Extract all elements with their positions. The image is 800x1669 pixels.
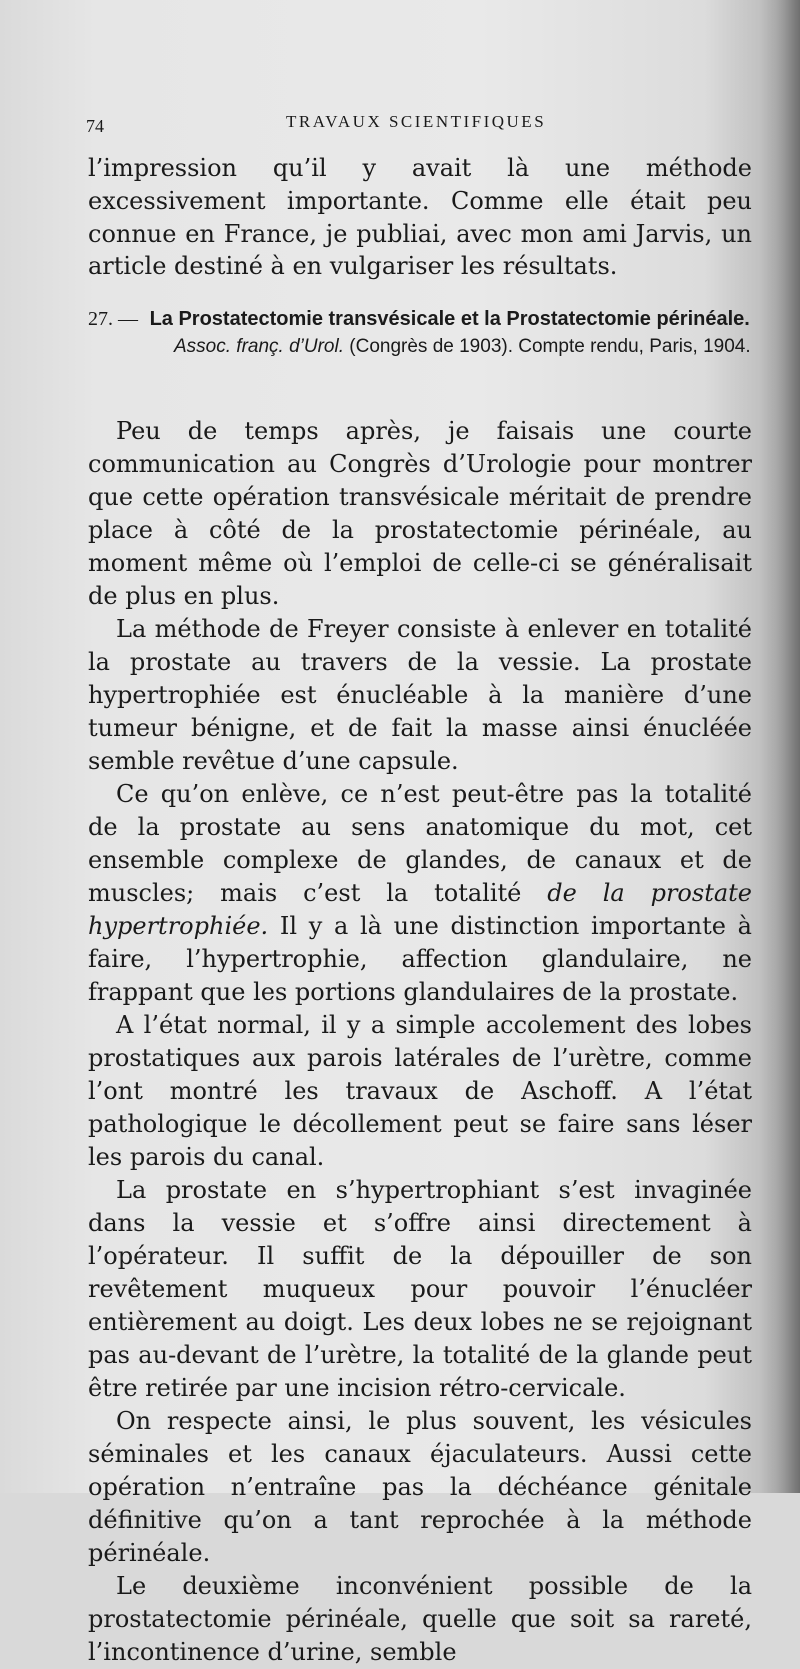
paragraph-1: Peu de temps après, je faisais une courte communication au Congrès d’Urologie pour montrer que cette opération transvésicale méritait de prendre place à côté de la prostatectomie périnéale, au moment même où l’emploi de celle-ci se généralisait de plus en plus.: [88, 417, 752, 610]
main-text: [88, 415, 752, 1669]
paragraph-3: [88, 778, 752, 1009]
reference-number: 27. —: [88, 308, 138, 330]
paragraph-5: La prostate en s’hypertrophiant s’est invaginée dans la vessie et s’offre ainsi directement à l’opérateur. Il suffit de la dépouiller de son revêtement muqueux pour pouvoir l’énucléer entièrement au doigt. Les deux lobes ne se rejoignant pas au-devant de l’urètre, la totalité de la glande peut être retirée par une incision rétro-cervicale.: [88, 1176, 752, 1402]
binding-shadow: [760, 0, 800, 1493]
reference-title-line: [88, 305, 752, 333]
paragraph-3-start: Ce qu’on enlève, ce n’est peut-être pas la totalité de la prostate au sens anatomique du mot, cet ensemble complexe de glandes, de canaux et de muscles; mais c’est la totalité: [88, 780, 752, 907]
intro-paragraph: [88, 152, 752, 283]
paragraph-3-end: Il y a là une distinction importante à faire, l’hypertrophie, affection glandulaire, ne frappant que les portions glandulaires de la prostate.: [88, 912, 752, 1006]
reference-details-line: [88, 333, 752, 361]
paragraph-2: La méthode de Freyer consiste à enlever en totalité la prostate au travers de la vessie. La prostate hypertrophiée est énucléable à la manière d’une tumeur bénigne, et de fait la masse ainsi énucléée semble revêtue d’une capsule.: [88, 615, 752, 775]
reference-title: La Prostatectomie transvésicale et la Prostatectomie périnéale.: [149, 308, 750, 330]
page-header: [86, 112, 726, 140]
paragraph-6: On respecte ainsi, le plus souvent, les vésicules séminales et les canaux éjaculateurs. Aussi cette opération n’entraîne pas la déchéance génitale définitive qu’on a tant reprochée à la méthode périnéale.: [88, 1407, 752, 1567]
paragraph-3-italic: de la prostate hypertrophiée.: [88, 879, 752, 940]
page-number: 74: [86, 116, 104, 136]
bibliographic-reference: [88, 305, 752, 361]
reference-journal: Assoc. franç. d’Urol.: [174, 336, 344, 357]
reference-details: (Congrès de 1903). Compte rendu, Paris, 1904.: [349, 336, 751, 357]
paragraph-4: A l’état normal, il y a simple accolement des lobes prostatiques aux parois latérales de l’urètre, comme l’ont montré les travaux de Aschoff. A l’état pathologique le décollement peut se faire sans léser les parois du canal.: [88, 1011, 752, 1171]
intro-text: l’impression qu’il y avait là une méthode excessivement importante. Comme elle était peu connue en France, je publiai, avec mon ami Jarvis, un article destiné à en vulgariser les résultats.: [88, 154, 752, 281]
paragraph-7: Le deuxième inconvénient possible de la prostatectomie périnéale, quelle que soit sa rareté, l’incontinence d’urine, semble: [88, 1572, 752, 1666]
running-title: TRAVAUX SCIENTIFIQUES: [286, 112, 547, 131]
